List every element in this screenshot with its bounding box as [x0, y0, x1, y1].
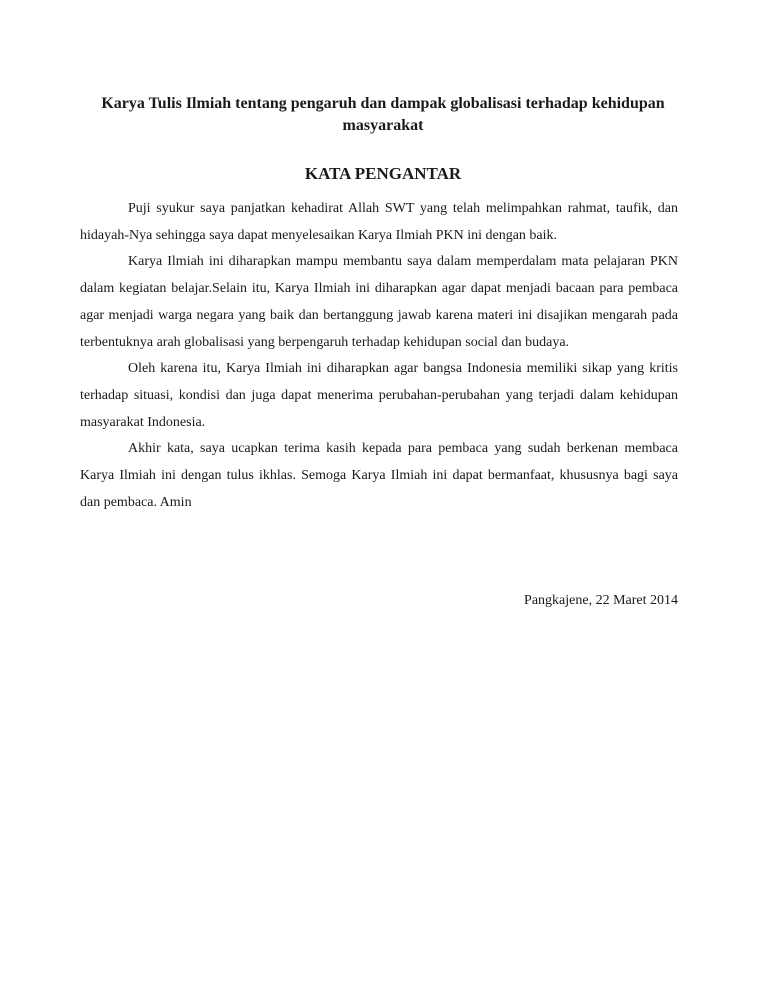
place-date: Pangkajene, 22 Maret 2014 [524, 593, 678, 608]
paragraph-2: Karya Ilmiah ini diharapkan mampu membantu saya dalam memperdalam mata pelajaran PKN dalam kegiatan belajar.Selain itu, Karya Ilmiah ini diharapkan agar dapat menjadi bacaan para pembaca agar menjadi warga negara yang baik dan bertanggung jawab karena materi ini disajikan mengarah pada terbentuknya arah globalisasi yang berpengaruh terhadap kehidupan social dan budaya. [80, 254, 678, 350]
body-text [80, 196, 678, 516]
paragraph-4: Akhir kata, saya ucapkan terima kasih kepada para pembaca yang sudah berkenan membaca Karya Ilmiah ini dengan tulus ikhlas. Semoga Karya Ilmiah ini dapat bermanfaat, khususnya bagi saya dan pembaca. Amin [80, 441, 678, 510]
paragraph-3: Oleh karena itu, Karya Ilmiah ini diharapkan agar bangsa Indonesia memiliki sikap yang kritis terhadap situasi, kondisi dan juga dapat menerima perubahan-perubahan yang terjadi dalam kehidupan masyarakat Indonesia. [80, 361, 678, 430]
paragraph-1: Puji syukur saya panjatkan kehadirat Allah SWT yang telah melimpahkan rahmat, taufik, dan hidayah-Nya sehingga saya dapat menyelesaikan Karya Ilmiah PKN ini dengan baik. [80, 201, 678, 243]
section-heading: KATA PENGANTAR [304, 164, 462, 183]
document-title: Karya Tulis Ilmiah tentang pengaruh dan dampak globalisasi terhadap kehidupan masyarakat [101, 95, 665, 134]
